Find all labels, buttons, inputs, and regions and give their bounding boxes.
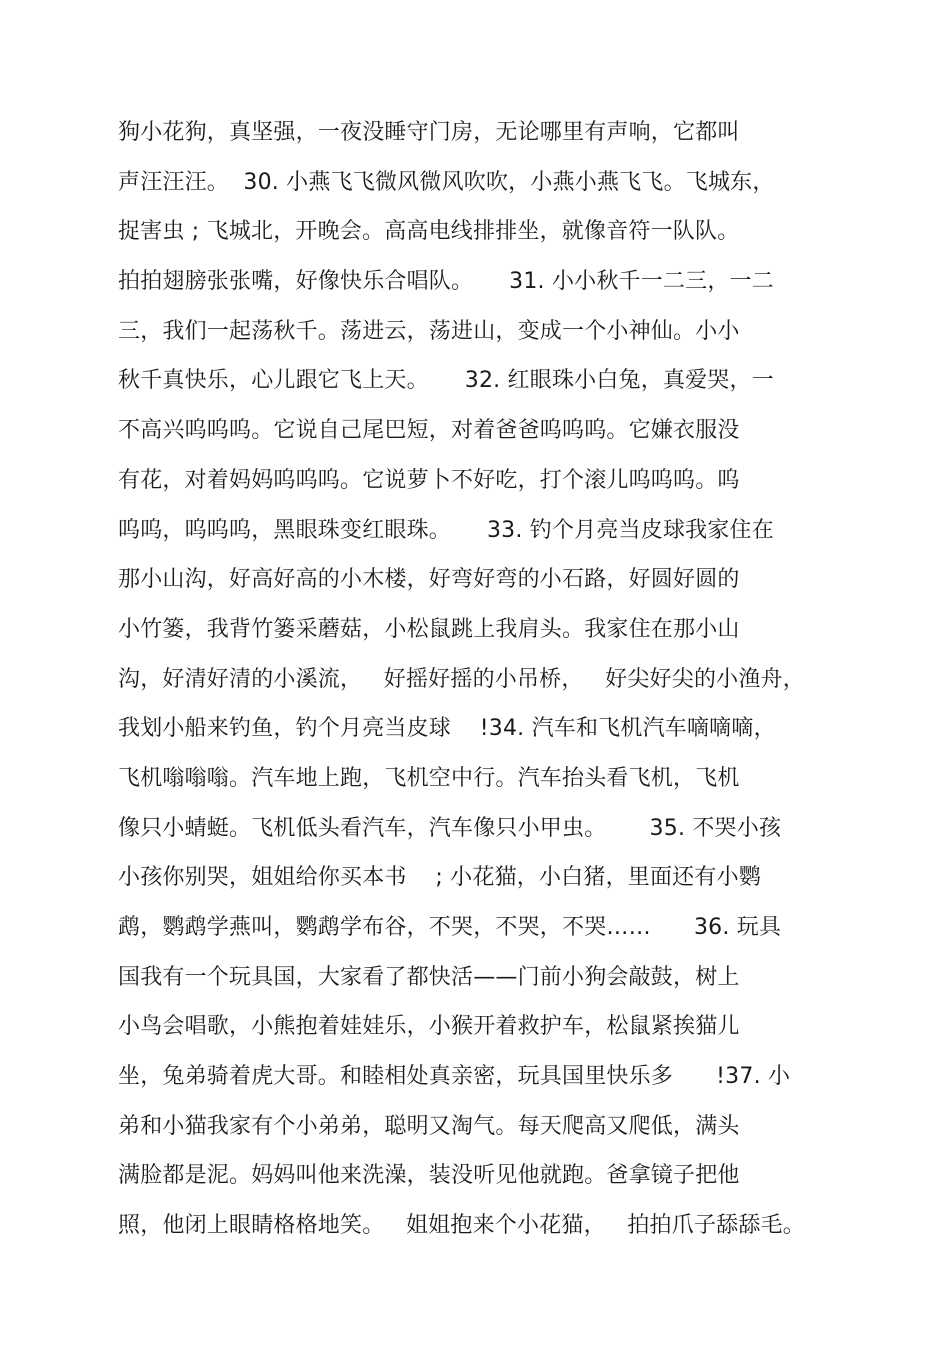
text-line: 拍拍翅膀张张嘴，好像快乐合唱队。 31. 小小秋千一二三，一二 (118, 269, 774, 295)
text-line: 弟和小猫我家有个小弟弟，聪明又淘气。每天爬高又爬低，满头 (118, 1113, 740, 1139)
text-line: 呜呜，呜呜呜，黑眼珠变红眼珠。 33. 钓个月亮当皮球我家住在 (118, 517, 774, 543)
text-line: 小孩你别哭，姐姐给你买本书 ; 小花猫，小白猪，里面还有小鹦 (118, 865, 761, 891)
text-line: 声汪汪汪。 30. 小燕飞飞微风微风吹吹，小燕小燕飞飞。飞城东， (118, 169, 775, 195)
text-line: 三，我们一起荡秋千。荡进云，荡进山，变成一个小神仙。小小 (118, 318, 740, 344)
text-line: 秋千真快乐，心儿跟它飞上天。 32. 红眼珠小白兔，真爱哭，一 (118, 368, 774, 394)
text-line: 鹉，鹦鹉学燕叫，鹦鹉学布谷，不哭，不哭，不哭…… 36. 玩具 (118, 915, 782, 940)
text-line: 小竹篓，我背竹篓采蘑菇，小松鼠跳上我肩头。我家住在那小山 (118, 616, 740, 642)
text-line: 沟，好清好清的小溪流， 好摇好摇的小吊桥， 好尖好尖的小渔舟， (118, 666, 805, 692)
text-line: 捉害虫 ; 飞城北，开晚会。高高电线排排坐，就像音符一队队。 (118, 219, 740, 245)
text-line: 狗小花狗，真坚强，一夜没睡守门房，无论哪里有声响，它都叫 (118, 120, 740, 145)
text-line: 像只小蜻蜓。飞机低头看汽车，汽车像只小甲虫。 35. 不哭小孩 (118, 815, 782, 841)
text-line: 那小山沟，好高好高的小木楼，好弯好弯的小石路，好圆好圆的 (118, 567, 740, 593)
text-line: 飞机嗡嗡嗡。汽车地上跑，飞机空中行。汽车抬头看飞机，飞机 (118, 765, 740, 791)
text-line: 满脸都是泥。妈妈叫他来洗澡，装没听见他就跑。爸拿镜子把他 (118, 1163, 740, 1189)
text-line: 小鸟会唱歌，小熊抱着娃娃乐，小猴开着救护车，松鼠紧挨猫儿 (118, 1014, 740, 1040)
text-line: 坐，兔弟骑着虎大哥。和睦相处真亲密，玩具国里快乐多 !37. 小 (118, 1064, 791, 1090)
text-line: 照，他闭上眼睛格格地笑。 姐姐抱来个小花猫， 拍拍爪子舔舔毛。 (118, 1213, 805, 1239)
text-line: 不高兴呜呜呜。它说自己尾巴短，对着爸爸呜呜呜。它嫌衣服没 (118, 418, 740, 444)
text-line: 有花，对着妈妈呜呜呜。它说萝卜不好吃，打个滚儿呜呜呜。呜 (118, 467, 740, 493)
poem-text-block (118, 108, 858, 1251)
text-line: 我划小船来钓鱼，钓个月亮当皮球 !34. 汽车和飞机汽车嘀嘀嘀， (118, 716, 776, 742)
text-line: 国我有一个玩具国，大家看了都快活——门前小狗会敲鼓，树上 (118, 964, 740, 990)
